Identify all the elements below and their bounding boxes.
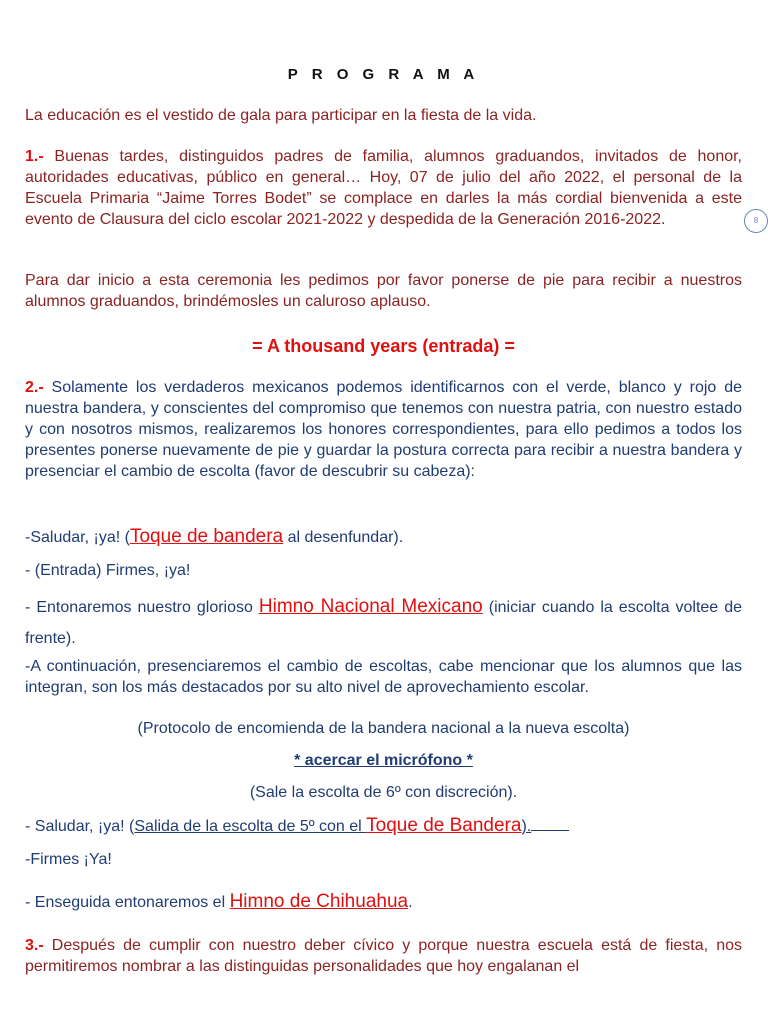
underline-filler bbox=[531, 816, 569, 831]
chihuahua-before: - Enseguida entonaremos el bbox=[25, 894, 230, 911]
saludar-line-1 bbox=[25, 524, 742, 551]
section-2-paragraph bbox=[25, 377, 742, 482]
section-2-text: Solamente los verdaderos mexicanos podemos identificarnos con el verde, blanco y rojo de nuestra bandera, y conscientes del compromiso que tenemos con nuestra patria, con nuestro estado y con nosotros mismos, realizaremos los honores correspondientes, para ello pedimos a todos los presentes ponerse nuevamente de pie y guardar la postura correcta para recibir a nuestra bandera y presenciar el cambio de escolta (favor de descubrir su cabeza): bbox=[25, 379, 742, 480]
saludar-1-before: -Saludar, ¡ya! ( bbox=[25, 529, 130, 546]
himno-nacional-highlight: Himno Nacional Mexicano bbox=[258, 596, 483, 617]
toque-bandera-1: Toque de bandera bbox=[129, 526, 284, 547]
section-3-paragraph bbox=[25, 935, 742, 977]
himno-after: (iniciar cuando la escolta voltee de frente). bbox=[25, 599, 743, 647]
saludar-2-after: ). bbox=[521, 818, 532, 835]
firmes-line-1: - (Entrada) Firmes, ¡ya! bbox=[25, 562, 191, 579]
saludar-1-after: al desenfundar). bbox=[283, 529, 404, 546]
intro-quote: La educación es el vestido de gala para participar en la fiesta de la vida. bbox=[25, 107, 537, 124]
invitation-paragraph: Para dar inicio a esta ceremonia les pedimos por favor ponerse de pie para recibir a nuestros alumnos graduandos, brindémosles un caluroso aplauso. bbox=[25, 272, 742, 310]
himno-chihuahua-highlight: Himno de Chihuahua bbox=[229, 891, 409, 912]
program-title: P R O G R A M A bbox=[287, 66, 480, 83]
section-1-number: 1.- bbox=[25, 148, 44, 165]
firmes-line-2: -Firmes ¡Ya! bbox=[25, 851, 112, 868]
chihuahua-line bbox=[25, 889, 742, 916]
himno-before: - Entonaremos nuestro glorioso bbox=[25, 599, 259, 616]
toque-bandera-2: Toque de Bandera bbox=[366, 815, 522, 836]
section-1-text: Buenas tardes, distinguidos padres de familia, alumnos graduandos, invitados de honor, autoridades educativas, público en general… Hoy, 07 de julio del año 2022, el personal de la Escuela Primaria “Jaime Torres Bodet” se complace en darles la más cordial bienvenida a este evento de Clausura del ciclo escolar 2021-2022 y despedida de la Generación 2016-2022. bbox=[25, 148, 742, 228]
song-entrance: = A thousand years (entrada) = bbox=[252, 336, 515, 356]
chihuahua-after: . bbox=[408, 894, 413, 911]
section-3-number: 3.- bbox=[25, 937, 44, 954]
cambio-escoltas-paragraph: -A continuación, presenciaremos el cambio de escoltas, cabe mencionar que los alumnos que las integran, son los más destacados por su alto nivel de aprovechamiento escolar. bbox=[25, 658, 742, 696]
section-1-paragraph bbox=[25, 146, 742, 230]
microphone-note: * acercar el micrófono * bbox=[294, 752, 473, 769]
himno-nacional-line bbox=[25, 591, 742, 654]
sale-escolta-note: (Sale la escolta de 6º con discreción). bbox=[249, 784, 518, 801]
page-marker-badge: 8 bbox=[744, 209, 768, 233]
protocol-note: (Protocolo de encomienda de la bandera nacional a la nueva escolta) bbox=[137, 720, 630, 737]
section-2-number: 2.- bbox=[25, 379, 44, 396]
saludar-2-before: - Saludar, ¡ya! ( bbox=[25, 818, 135, 835]
saludar-line-2 bbox=[25, 813, 742, 840]
salida-escolta-text: Salida de la escolta de 5º con el bbox=[134, 818, 367, 835]
section-3-text: Después de cumplir con nuestro deber cívico y porque nuestra escuela está de fiesta, nos permitiremos nombrar a las distinguidas personalidades que hoy engalanan el bbox=[25, 937, 742, 975]
